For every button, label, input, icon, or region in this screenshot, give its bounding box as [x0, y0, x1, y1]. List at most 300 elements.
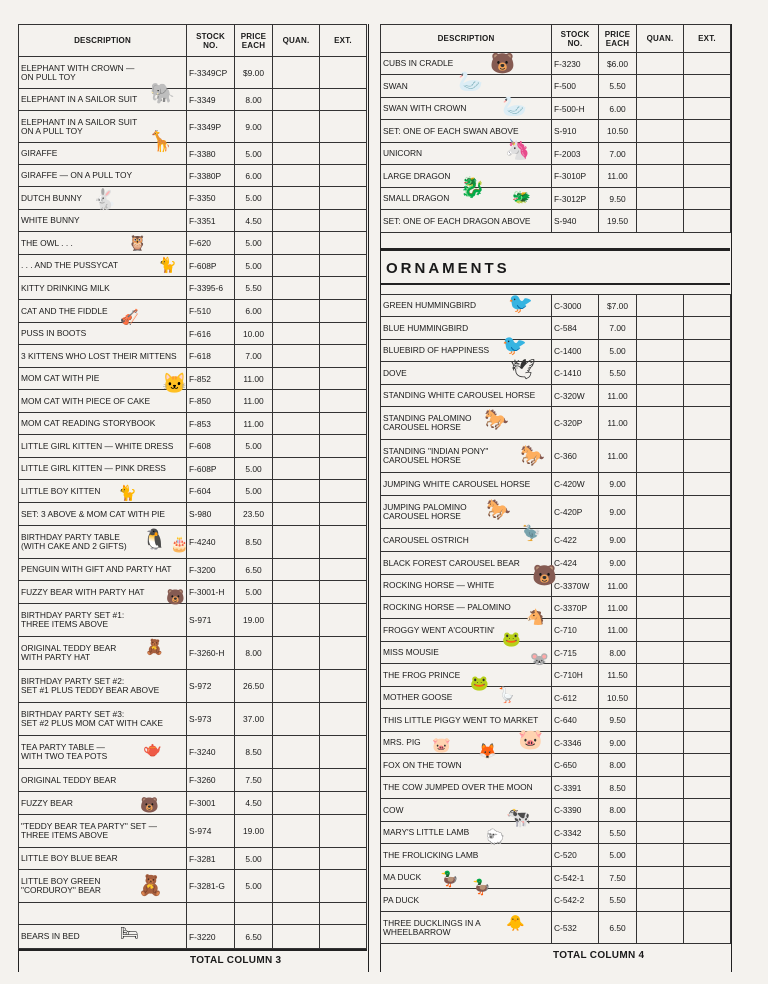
quantity-cell[interactable]	[273, 458, 320, 480]
bunny-illustration: 🐇	[92, 189, 117, 211]
item-price: 8.50	[235, 736, 273, 769]
item-stock-number: F-853	[187, 413, 235, 435]
quantity-cell[interactable]	[637, 619, 684, 642]
extension-cell[interactable]	[684, 210, 731, 233]
table-row	[381, 295, 731, 317]
item-description-line: MA DUCK	[383, 872, 422, 882]
table-row	[19, 165, 367, 187]
item-stock-number: F-500	[552, 75, 599, 98]
quantity-cell[interactable]	[273, 870, 320, 903]
item-price: 11.00	[599, 597, 637, 619]
quantity-cell[interactable]	[637, 188, 684, 210]
table-row	[381, 642, 731, 664]
item-description	[381, 799, 552, 822]
quantity-cell[interactable]	[273, 903, 320, 925]
quantity-cell[interactable]	[637, 732, 684, 754]
quantity-cell[interactable]	[273, 703, 320, 736]
item-stock-number: C-320W	[552, 385, 599, 407]
item-price: 5.00	[599, 340, 637, 362]
quantity-cell[interactable]	[637, 709, 684, 732]
extension-cell[interactable]	[684, 799, 731, 822]
quantity-cell[interactable]	[273, 368, 320, 390]
item-description	[19, 435, 187, 458]
extension-cell[interactable]	[320, 413, 367, 435]
quantity-cell[interactable]	[637, 912, 684, 944]
item-description	[19, 925, 187, 949]
extension-cell[interactable]	[320, 143, 367, 165]
item-price: 5.00	[235, 232, 273, 255]
item-description-line-2: CAROUSEL HORSE	[383, 455, 461, 465]
extension-cell[interactable]	[320, 480, 367, 503]
extension-cell[interactable]	[684, 362, 731, 385]
extension-cell[interactable]	[684, 496, 731, 529]
item-description	[19, 703, 187, 736]
quantity-cell[interactable]	[273, 769, 320, 792]
quantity-cell[interactable]	[273, 413, 320, 435]
extension-cell[interactable]	[320, 277, 367, 300]
extension-cell[interactable]	[320, 323, 367, 345]
table-row	[381, 98, 731, 120]
extension-cell[interactable]	[684, 143, 731, 165]
quantity-cell[interactable]	[637, 664, 684, 687]
item-stock-number: F-608P	[187, 458, 235, 480]
extension-cell[interactable]	[684, 575, 731, 597]
quantity-cell[interactable]	[273, 736, 320, 769]
extension-cell[interactable]	[320, 526, 367, 559]
item-price: $9.00	[235, 57, 273, 89]
quantity-cell[interactable]	[637, 799, 684, 822]
item-price: 11.50	[599, 664, 637, 687]
quantity-cell[interactable]	[637, 496, 684, 529]
quantity-cell[interactable]	[273, 187, 320, 210]
quantity-cell[interactable]	[637, 75, 684, 98]
extension-cell[interactable]	[684, 295, 731, 317]
extension-cell[interactable]	[684, 664, 731, 687]
item-stock-number: C-1400	[552, 340, 599, 362]
item-description-line: THREE DUCKLINGS IN A	[383, 917, 481, 928]
item-description-line: SET: ONE OF EACH SWAN ABOVE	[383, 125, 519, 136]
quantity-cell[interactable]	[637, 575, 684, 597]
table-row	[19, 232, 367, 255]
item-description-line: ROCKING HORSE — PALOMINO	[383, 602, 511, 612]
item-description	[381, 317, 552, 340]
table-row	[19, 526, 367, 559]
extension-cell[interactable]	[320, 57, 367, 89]
item-description-line: LITTLE BOY KITTEN	[21, 485, 101, 496]
item-description-line-2: THREE ITEMS ABOVE	[21, 830, 109, 840]
item-description-line: THE FROLICKING LAMB	[383, 849, 479, 860]
quantity-cell[interactable]	[637, 529, 684, 552]
quantity-cell[interactable]	[637, 407, 684, 440]
quantity-cell[interactable]	[273, 815, 320, 848]
quantity-cell[interactable]	[273, 210, 320, 232]
extension-cell[interactable]	[320, 637, 367, 670]
quantity-cell[interactable]	[273, 526, 320, 559]
item-description-line: SMALL DRAGON	[383, 193, 450, 203]
item-price: 6.50	[235, 925, 273, 949]
item-description	[381, 664, 552, 687]
left-order-table	[18, 24, 367, 949]
item-description-line: THE OWL . . .	[21, 237, 73, 248]
extension-cell[interactable]	[320, 345, 367, 368]
quantity-cell[interactable]	[637, 777, 684, 799]
table-row	[19, 255, 367, 277]
item-description-line: DUTCH BUNNY	[21, 192, 82, 203]
item-description	[19, 143, 187, 165]
quantity-cell[interactable]	[273, 390, 320, 413]
table-row	[19, 413, 367, 435]
quantity-cell[interactable]	[637, 473, 684, 496]
item-description-line: MISS MOUSIE	[383, 647, 439, 657]
quantity-cell[interactable]	[273, 925, 320, 949]
item-stock-number: S-974	[187, 815, 235, 848]
quantity-cell[interactable]	[273, 670, 320, 703]
extension-cell[interactable]	[320, 390, 367, 413]
quantity-cell[interactable]	[273, 57, 320, 89]
item-description	[381, 385, 552, 407]
item-stock-number: C-640	[552, 709, 599, 732]
extension-cell[interactable]	[320, 89, 367, 111]
item-description	[381, 165, 552, 188]
owl-illustration: 🦉	[128, 235, 147, 252]
extension-cell[interactable]	[684, 754, 731, 777]
quantity-cell[interactable]	[637, 53, 684, 75]
table-row	[19, 559, 367, 581]
bears-in-bed-illustration: 🛏	[120, 925, 140, 942]
bear-illustration: 🐻	[140, 797, 159, 814]
quantity-cell[interactable]	[273, 604, 320, 637]
extension-cell[interactable]	[320, 300, 367, 323]
item-description	[381, 359, 552, 385]
ma-duck-illustration: 🦆	[440, 871, 459, 888]
extension-cell[interactable]	[320, 111, 367, 143]
item-stock-number: C-3370W	[552, 575, 599, 597]
extension-cell[interactable]	[684, 709, 731, 732]
quantity-cell[interactable]	[637, 822, 684, 844]
table-row	[381, 889, 731, 912]
quantity-cell[interactable]	[637, 340, 684, 362]
table-row	[19, 848, 367, 870]
item-price: 7.00	[235, 345, 273, 368]
item-description-line: ORIGINAL TEDDY BEAR	[21, 774, 117, 785]
quantity-cell[interactable]	[273, 637, 320, 670]
quantity-cell[interactable]	[273, 111, 320, 143]
item-stock-number: F-2003	[552, 143, 599, 165]
item-stock-number	[187, 903, 235, 925]
item-description	[381, 120, 552, 143]
extension-cell[interactable]	[684, 188, 731, 210]
extension-cell[interactable]	[684, 120, 731, 143]
item-stock-number: C-584	[552, 317, 599, 340]
table-row	[19, 345, 367, 368]
quantity-cell[interactable]	[637, 362, 684, 385]
item-price: 26.50	[235, 670, 273, 703]
quantity-cell[interactable]	[273, 480, 320, 503]
quantity-cell[interactable]	[273, 581, 320, 604]
item-description-line: MARY'S LITTLE LAMB	[383, 827, 470, 837]
quantity-cell[interactable]	[637, 552, 684, 575]
quantity-cell[interactable]	[273, 277, 320, 300]
table-row	[19, 89, 367, 111]
item-stock-number: F-3001	[187, 792, 235, 815]
quantity-cell[interactable]	[273, 792, 320, 815]
item-description	[19, 210, 187, 232]
quantity-cell[interactable]	[637, 642, 684, 664]
indian-pony-illustration: 🐎	[520, 445, 545, 467]
item-description-line: CUBS IN CRADLE	[383, 58, 454, 68]
table-row	[381, 75, 731, 98]
table-row	[381, 777, 731, 799]
quantity-cell[interactable]	[273, 435, 320, 458]
cat-illustration: 🐈	[158, 257, 177, 274]
extension-cell[interactable]	[320, 503, 367, 526]
mother-goose-illustration: 🪿	[497, 687, 516, 704]
item-stock-number: C-424	[552, 552, 599, 575]
party-table-illustration: 🎂	[170, 536, 189, 553]
total-rule	[18, 949, 367, 951]
item-description-line: BLACK FOREST CAROUSEL BEAR	[383, 557, 520, 568]
quantity-cell[interactable]	[637, 295, 684, 317]
item-stock-number: S-910	[552, 120, 599, 143]
item-stock-number: C-542-2	[552, 889, 599, 912]
pa-duck-illustration: 🦆	[472, 879, 491, 896]
item-price: 8.50	[235, 526, 273, 559]
item-description-line-2: THREE ITEMS ABOVE	[21, 619, 109, 629]
tea-table-illustration: 🫖	[143, 741, 162, 758]
item-price: 5.50	[599, 889, 637, 912]
item-stock-number: F-3350	[187, 187, 235, 210]
item-description	[381, 407, 552, 440]
extension-cell[interactable]	[320, 792, 367, 815]
item-description-line: LARGE DRAGON	[383, 170, 451, 181]
quantity-cell[interactable]	[637, 98, 684, 120]
quantity-cell[interactable]	[637, 889, 684, 912]
quantity-cell[interactable]	[637, 867, 684, 889]
item-description	[381, 754, 552, 777]
quantity-cell[interactable]	[637, 165, 684, 188]
item-description	[381, 729, 552, 754]
item-description-line-2: WITH TWO TEA POTS	[21, 751, 108, 761]
item-stock-number: F-620	[187, 232, 235, 255]
item-price: 23.50	[235, 503, 273, 526]
extension-cell[interactable]	[684, 822, 731, 844]
extension-cell[interactable]	[320, 769, 367, 792]
extension-cell[interactable]	[684, 619, 731, 642]
item-description-line: SET: 3 ABOVE & MOM CAT WITH PIE	[21, 508, 165, 519]
item-price: 9.00	[235, 111, 273, 143]
extension-cell[interactable]	[320, 736, 367, 769]
extension-cell[interactable]	[320, 703, 367, 736]
item-description-line: PENGUIN WITH GIFT AND PARTY HAT	[21, 564, 172, 574]
extension-cell[interactable]	[684, 75, 731, 98]
quantity-cell[interactable]	[637, 597, 684, 619]
extension-cell[interactable]	[320, 848, 367, 870]
extension-cell[interactable]	[320, 815, 367, 848]
extension-cell[interactable]	[684, 98, 731, 120]
extension-cell[interactable]	[320, 232, 367, 255]
header-quantity: QUAN.	[637, 25, 684, 53]
extension-cell[interactable]	[684, 687, 731, 709]
item-stock-number: C-542-1	[552, 867, 599, 889]
table-row	[19, 323, 367, 345]
item-description-line: LITTLE GIRL KITTEN — PINK DRESS	[21, 463, 166, 473]
table-row	[381, 552, 731, 575]
item-description-line: GREEN HUMMINGBIRD	[383, 300, 477, 310]
extension-cell[interactable]	[320, 581, 367, 604]
extension-cell[interactable]	[320, 604, 367, 637]
item-description	[19, 165, 187, 187]
item-description-line-2: ON A PULL TOY	[21, 125, 83, 136]
extension-cell[interactable]	[684, 53, 731, 75]
item-price: 5.50	[599, 75, 637, 98]
quantity-cell[interactable]	[273, 345, 320, 368]
item-price: 8.00	[599, 754, 637, 777]
extension-cell[interactable]	[684, 912, 731, 944]
table-row	[19, 903, 367, 925]
quantity-cell[interactable]	[637, 120, 684, 143]
extension-cell[interactable]	[320, 255, 367, 277]
extension-cell[interactable]	[320, 458, 367, 480]
extension-cell[interactable]	[684, 529, 731, 552]
extension-cell[interactable]	[684, 867, 731, 889]
extension-cell[interactable]	[684, 844, 731, 867]
item-price: 5.00	[235, 480, 273, 503]
item-price: 8.00	[599, 642, 637, 664]
item-description	[19, 458, 187, 480]
item-description-line: KITTY DRINKING MILK	[21, 282, 110, 293]
item-price: 19.00	[235, 815, 273, 848]
quantity-cell[interactable]	[637, 440, 684, 473]
item-price: 6.50	[235, 559, 273, 581]
table-row	[19, 703, 367, 736]
extension-cell[interactable]	[684, 642, 731, 664]
item-price: 5.50	[599, 822, 637, 844]
extension-cell[interactable]	[320, 210, 367, 232]
extension-cell[interactable]	[684, 407, 731, 440]
item-price: 5.50	[599, 362, 637, 385]
extension-cell[interactable]	[320, 925, 367, 949]
extension-cell[interactable]	[320, 670, 367, 703]
quantity-cell[interactable]	[637, 143, 684, 165]
extension-cell[interactable]	[684, 473, 731, 496]
quantity-cell[interactable]	[637, 317, 684, 340]
extension-cell[interactable]	[684, 597, 731, 619]
item-description	[19, 111, 187, 143]
quantity-cell[interactable]	[273, 165, 320, 187]
quantity-cell[interactable]	[273, 323, 320, 345]
item-stock-number: F-500-H	[552, 98, 599, 120]
quantity-cell[interactable]	[273, 143, 320, 165]
table-row	[19, 57, 367, 89]
item-description	[19, 187, 187, 210]
table-row	[381, 754, 731, 777]
extension-cell[interactable]	[684, 732, 731, 754]
table-row	[19, 604, 367, 637]
quantity-cell[interactable]	[273, 559, 320, 581]
extension-cell[interactable]	[320, 903, 367, 925]
item-price: 5.00	[235, 143, 273, 165]
table-row	[19, 300, 367, 323]
quantity-cell[interactable]	[637, 754, 684, 777]
item-description	[19, 413, 187, 435]
quantity-cell[interactable]	[273, 232, 320, 255]
item-description	[19, 503, 187, 526]
table-row	[381, 120, 731, 143]
total-column-3-label: TOTAL COLUMN 3	[190, 955, 282, 966]
table-row	[19, 769, 367, 792]
item-description-line: 3 KITTENS WHO LOST THEIR MITTENS	[21, 350, 177, 361]
quantity-cell[interactable]	[273, 255, 320, 277]
item-stock-number: S-971	[187, 604, 235, 637]
item-description-line: ROCKING HORSE — WHITE	[383, 580, 495, 590]
extension-cell[interactable]	[684, 552, 731, 575]
extension-cell[interactable]	[684, 440, 731, 473]
extension-cell[interactable]	[684, 777, 731, 799]
quantity-cell[interactable]	[273, 89, 320, 111]
fuzzy-bear-illustration: 🐻	[166, 589, 185, 606]
item-description-line: PA DUCK	[383, 894, 420, 905]
item-description	[381, 889, 552, 912]
extension-cell[interactable]	[320, 559, 367, 581]
quantity-cell[interactable]	[637, 385, 684, 407]
extension-cell[interactable]	[320, 165, 367, 187]
extension-cell[interactable]	[684, 340, 731, 362]
quantity-cell[interactable]	[637, 210, 684, 233]
item-description-line: JUMPING WHITE CAROUSEL HORSE	[383, 478, 531, 489]
extension-cell[interactable]	[684, 317, 731, 340]
quantity-cell[interactable]	[637, 687, 684, 709]
extension-cell[interactable]	[320, 870, 367, 903]
extension-cell[interactable]	[684, 165, 731, 188]
quantity-cell[interactable]	[273, 848, 320, 870]
item-price: $7.00	[599, 295, 637, 317]
fiddle-cat-illustration: 🎻	[120, 309, 139, 326]
cradle-illustration: 🐻	[490, 53, 515, 75]
header-extension: EXT.	[320, 25, 367, 57]
quantity-cell[interactable]	[273, 503, 320, 526]
item-price: 8.00	[599, 799, 637, 822]
extension-cell[interactable]	[684, 889, 731, 912]
section-title-ornaments: ORNAMENTS	[386, 260, 510, 277]
quantity-cell[interactable]	[637, 844, 684, 867]
item-stock-number: C-710H	[552, 664, 599, 687]
table-row	[381, 664, 731, 687]
item-price: 19.50	[599, 210, 637, 233]
table-row	[381, 317, 731, 340]
extension-cell[interactable]	[320, 435, 367, 458]
item-description	[19, 480, 187, 503]
item-description-line: MOTHER GOOSE	[383, 692, 453, 702]
item-description	[19, 277, 187, 300]
item-stock-number: F-608	[187, 435, 235, 458]
item-description	[381, 53, 552, 75]
item-price: 4.50	[235, 210, 273, 232]
extension-cell[interactable]	[320, 368, 367, 390]
item-description-line: BLUE HUMMINGBIRD	[383, 322, 469, 333]
carousel-bear-illustration: 🐻	[532, 565, 557, 587]
hummingbird-illustration: 🐦	[508, 293, 533, 315]
item-price: 5.50	[235, 277, 273, 300]
quantity-cell[interactable]	[273, 300, 320, 323]
table-row	[19, 581, 367, 604]
item-description	[381, 642, 552, 664]
swan-crown-illustration: 🦢	[502, 96, 527, 118]
extension-cell[interactable]	[320, 187, 367, 210]
lamb-illustration: 🐑	[486, 829, 505, 846]
item-stock-number: C-3342	[552, 822, 599, 844]
table-row	[381, 844, 731, 867]
extension-cell[interactable]	[684, 385, 731, 407]
